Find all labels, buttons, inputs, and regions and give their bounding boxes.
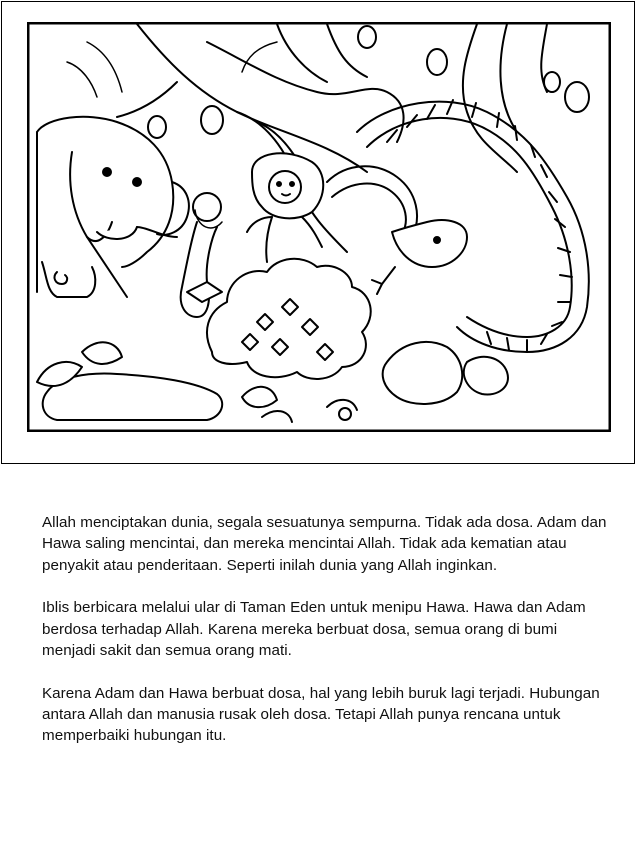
- story-paragraph: Iblis berbicara melalui ular di Taman Eden untuk menipu Hawa. Hawa dan Adam berdosa terhadap Allah. Karena mereka berbuat dosa, semua orang di bumi menjadi sakit dan semua orang mati.: [42, 599, 586, 659]
- garden-illustration: [27, 22, 611, 432]
- story-paragraph: Karena Adam dan Hawa berbuat dosa, hal yang lebih buruk lagi terjadi. Hubungan antara Allah dan manusia rusak oleh dosa. Tetapi Allah punya rencana untuk memperbaiki hubungan itu.: [42, 684, 600, 745]
- bush-icon: [207, 259, 371, 379]
- eve-figure: [247, 153, 323, 262]
- tree-icon: [67, 24, 589, 252]
- adam-figure: [137, 193, 222, 317]
- story-text: [42, 512, 612, 747]
- story-paragraph: Allah menciptakan dunia, segala sesuatunya sempurna. Tidak ada dosa. Adam dan Hawa saling mencintai, dan mereka mencintai Allah. Tidak ada kematian atau penyakit atau penderitaan. Seperti inilah dunia yang Allah inginkan.: [42, 514, 607, 574]
- elephant-icon: [37, 117, 189, 297]
